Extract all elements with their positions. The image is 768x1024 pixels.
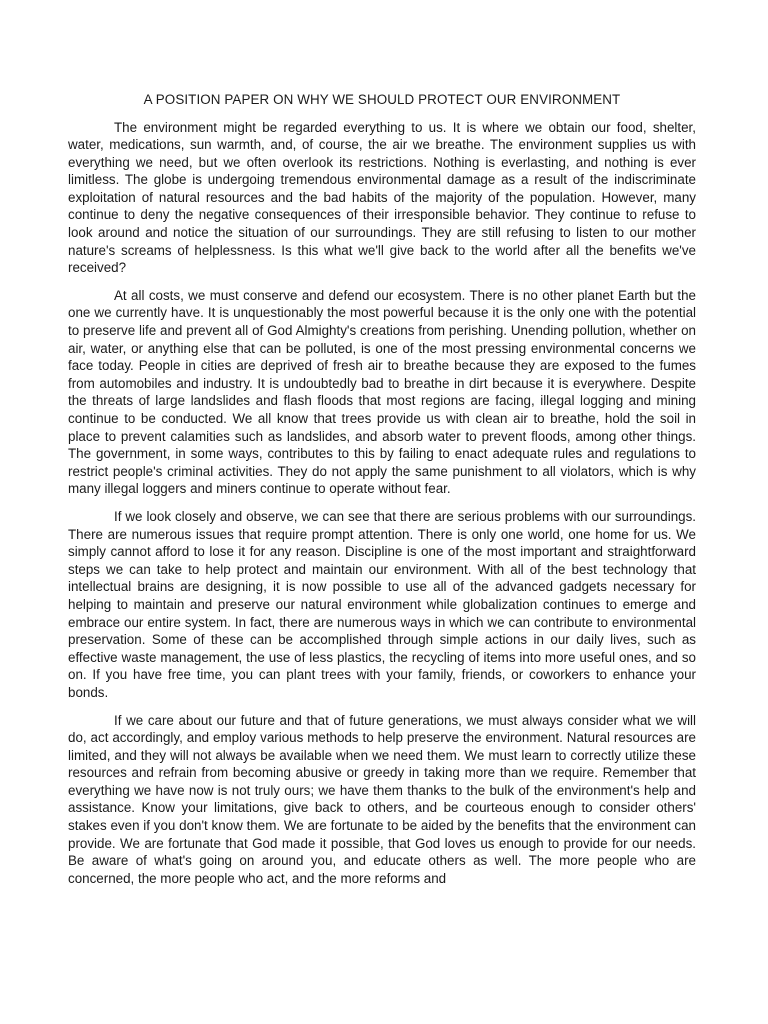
- paragraph-1: The environment might be regarded everything to us. It is where we obtain our food, shelter, water, medications, sun warmth, and, of course, the air we breathe. The environment supplies us with everything we need, but we often overlook its restrictions. Nothing is everlasting, and nothing is ever limitless. The globe is undergoing tremendous environmental damage as a result of the indiscriminate exploitation of natural resources and the bad habits of the majority of the population. However, many continue to deny the negative consequences of their irresponsible behavior. They continue to refuse to look around and notice the situation of our surroundings. They are still refusing to listen to our mother nature's screams of helplessness. Is this what we'll give back to the world after all the benefits we've received?: [68, 119, 696, 276]
- document-title: A POSITION PAPER ON WHY WE SHOULD PROTECT OUR ENVIRONMENT: [143, 92, 621, 107]
- paragraph-2: At all costs, we must conserve and defend our ecosystem. There is no other planet Earth but the one we currently have. It is unquestionably the most powerful because it is the only one with the potential to preserve life and prevent all of God Almighty's creations from perishing. Unending pollution, whether on air, water, or anything else that can be polluted, is one of the most pressing environmental concerns we face today. People in cities are deprived of fresh air to breathe because they are exposed to the fumes from automobiles and industry. It is undoubtedly bad to breathe in dirt because it is everywhere. Despite the threats of large landslides and flash floods that most regions are facing, illegal logging and mining continue to be conducted. We all know that trees provide us with clean air to breathe, hold the soil in place to prevent calamities such as landslides, and absorb water to prevent floods, among other things. The government, in some ways, contributes to this by failing to enact adequate rules and regulations to restrict people's criminal activities. They do not apply the same punishment to all violators, which is why many illegal loggers and miners continue to operate without fear.: [68, 287, 696, 497]
- paragraph-4: If we care about our future and that of future generations, we must always consider what we will do, act accordingly, and employ various methods to help preserve the environment. Natural resources are limited, and they will not always be available when we need them. We must learn to correctly utilize these resources and refrain from becoming abusive or greedy in taking more than we require. Remember that everything we have now is not truly ours; we have them thanks to the bulk of the environment's help and assistance. Know your limitations, give back to others, and be courteous enough to consider others' stakes even if you don't know them. We are fortunate to be aided by the benefits that the environment can provide. We are fortunate that God made it possible, that God loves us enough to provide for our needs. Be aware of what's going on around you, and educate others as well. The more people who are concerned, the more people who act, and the more reforms and: [68, 712, 696, 886]
- paragraph-3: If we look closely and observe, we can see that there are serious problems with our surroundings. There are numerous issues that require prompt attention. There is only one world, one home for us. We simply cannot afford to lose it for any reason. Discipline is one of the most important and straightforward steps we can take to help protect and maintain our environment. With all of the best technology that intellectual brains are designing, it is now possible to use all of the advanced gadgets necessary for helping to maintain and preserve our natural environment while globalization continues to emerge and embrace our entire system. In fact, there are numerous ways in which we can contribute to environmental preservation. Some of these can be accomplished through simple actions in our daily lives, such as effective waste management, the use of less plastics, the recycling of items into more useful ones, and so on. If you have free time, you can plant trees with your family, friends, or coworkers to enhance your bonds.: [68, 508, 696, 700]
